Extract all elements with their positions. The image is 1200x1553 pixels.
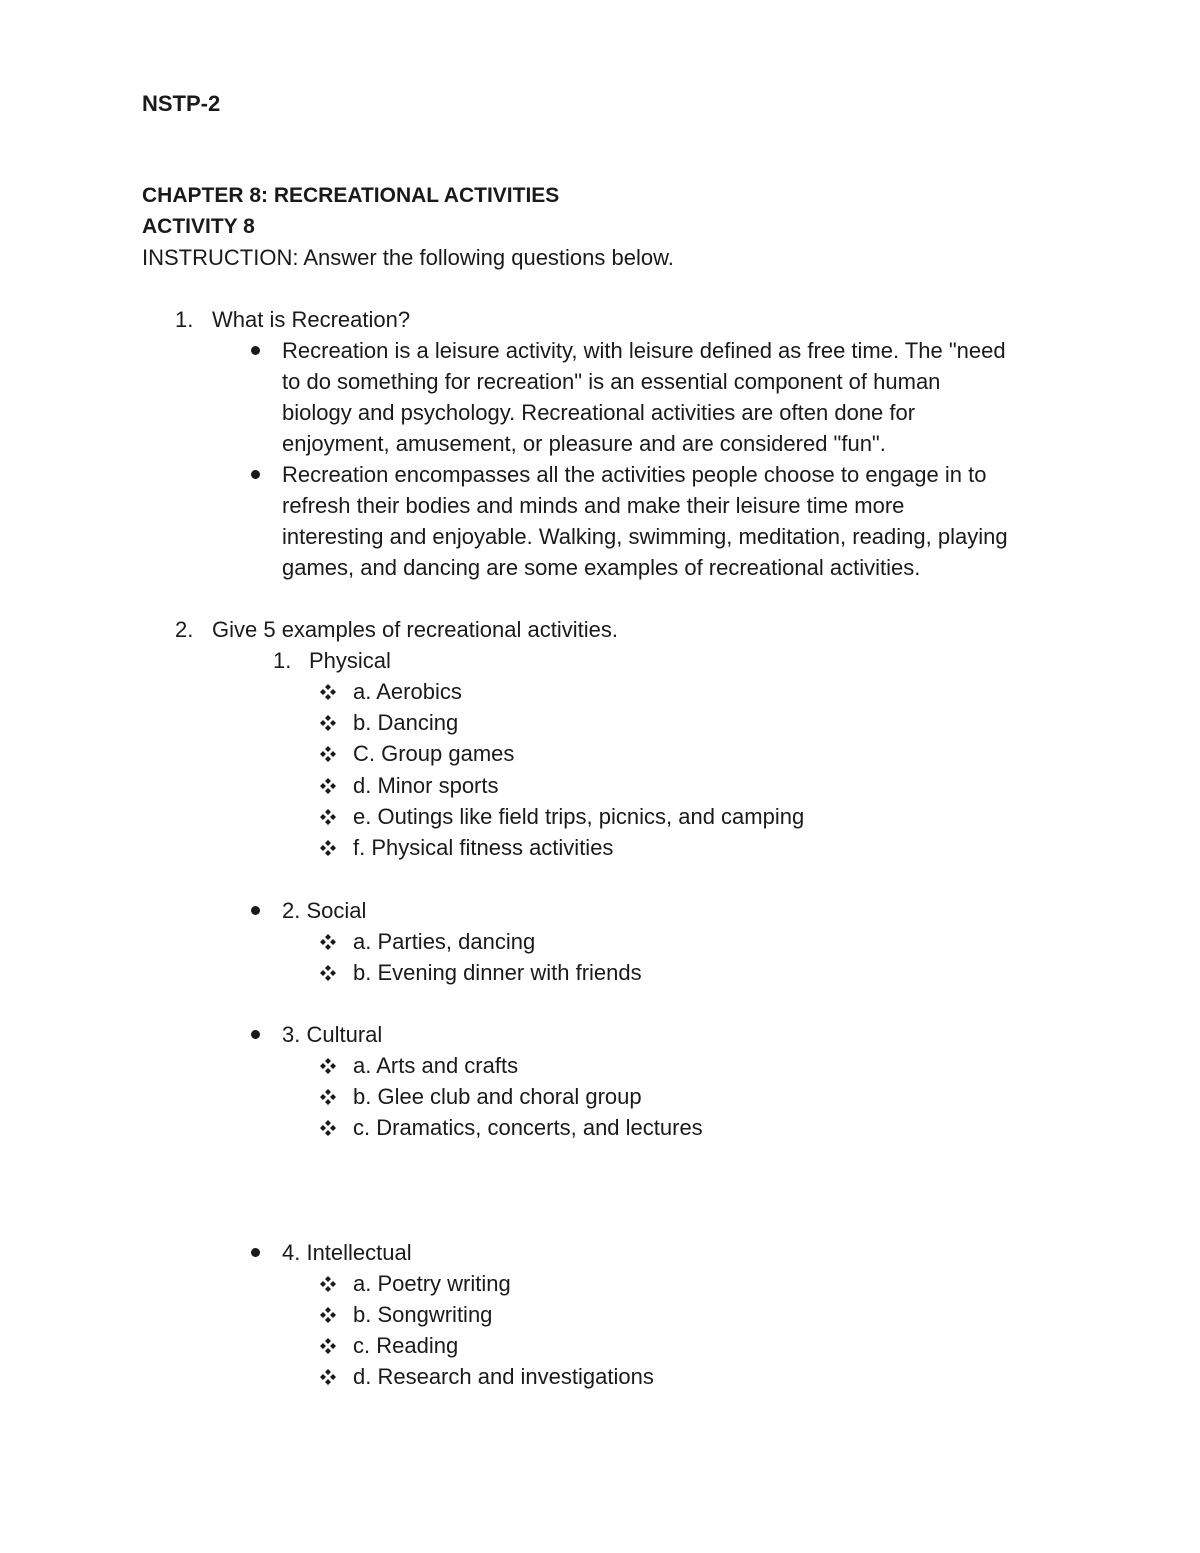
bullet-icon	[251, 1030, 260, 1039]
category-1-number: 1.	[273, 648, 292, 673]
diamond-bullet-icon	[320, 1089, 336, 1105]
answer-1-line: enjoyment, amusement, or pleasure and are considered "fun".	[282, 431, 886, 456]
list-item: a. Poetry writing	[353, 1271, 511, 1296]
question-1-number: 1.	[175, 307, 194, 332]
answer-2-line: games, and dancing are some examples of recreational activities.	[282, 555, 921, 580]
bullet-icon	[251, 346, 260, 355]
instruction-text: INSTRUCTION: Answer the following questions below.	[142, 245, 674, 270]
diamond-bullet-icon	[320, 1307, 336, 1323]
bullet-icon	[251, 906, 260, 915]
bullet-icon	[251, 470, 260, 479]
list-item: b. Evening dinner with friends	[353, 960, 642, 985]
diamond-bullet-icon	[320, 746, 336, 762]
list-item: b. Songwriting	[353, 1302, 493, 1327]
list-item: a. Aerobics	[353, 679, 462, 704]
diamond-bullet-icon	[320, 1369, 336, 1385]
answer-1-paragraph	[282, 335, 1006, 459]
activity-title: ACTIVITY 8	[142, 215, 255, 238]
category-physical: Physical	[309, 648, 391, 673]
answer-2-paragraph	[282, 459, 1008, 583]
list-item: f. Physical fitness activities	[353, 835, 614, 860]
diamond-bullet-icon	[320, 684, 336, 700]
diamond-bullet-icon	[320, 809, 336, 825]
category-social: 2. Social	[282, 898, 367, 923]
list-item: c. Reading	[353, 1333, 459, 1358]
answer-2-line: interesting and enjoyable. Walking, swimming, meditation, reading, playing	[282, 524, 1008, 549]
question-1-text: What is Recreation?	[212, 307, 411, 332]
answer-1-line: Recreation is a leisure activity, with leisure defined as free time. The "need	[282, 338, 1006, 363]
list-item: c. Dramatics, concerts, and lectures	[353, 1115, 703, 1140]
question-2-text: Give 5 examples of recreational activities.	[212, 617, 618, 642]
answer-1-line: to do something for recreation" is an essential component of human	[282, 369, 941, 394]
list-item: b. Glee club and choral group	[353, 1084, 642, 1109]
diamond-bullet-icon	[320, 778, 336, 794]
list-item: b. Dancing	[353, 710, 459, 735]
answer-2-line: Recreation encompasses all the activities people choose to engage in to	[282, 462, 987, 487]
list-item: a. Parties, dancing	[353, 929, 536, 954]
list-item: a. Arts and crafts	[353, 1053, 519, 1078]
category-cultural: 3. Cultural	[282, 1022, 383, 1047]
diamond-bullet-icon	[320, 1120, 336, 1136]
diamond-bullet-icon	[320, 965, 336, 981]
list-item: d. Research and investigations	[353, 1364, 654, 1389]
chapter-title: CHAPTER 8: RECREATIONAL ACTIVITIES	[142, 184, 560, 207]
question-2-number: 2.	[175, 617, 194, 642]
answer-2-line: refresh their bodies and minds and make their leisure time more	[282, 493, 905, 518]
list-item: d. Minor sports	[353, 773, 499, 798]
diamond-bullet-icon	[320, 934, 336, 950]
answer-1-line: biology and psychology. Recreational activities are often done for	[282, 400, 916, 425]
diamond-bullet-icon	[320, 840, 336, 856]
course-code: NSTP-2	[142, 91, 221, 116]
list-item: e. Outings like field trips, picnics, and camping	[353, 804, 805, 829]
bullet-icon	[251, 1248, 260, 1257]
diamond-bullet-icon	[320, 1276, 336, 1292]
list-item: C. Group games	[353, 741, 515, 766]
diamond-bullet-icon	[320, 715, 336, 731]
category-intellectual: 4. Intellectual	[282, 1240, 412, 1265]
diamond-bullet-icon	[320, 1058, 336, 1074]
diamond-bullet-icon	[320, 1338, 336, 1354]
